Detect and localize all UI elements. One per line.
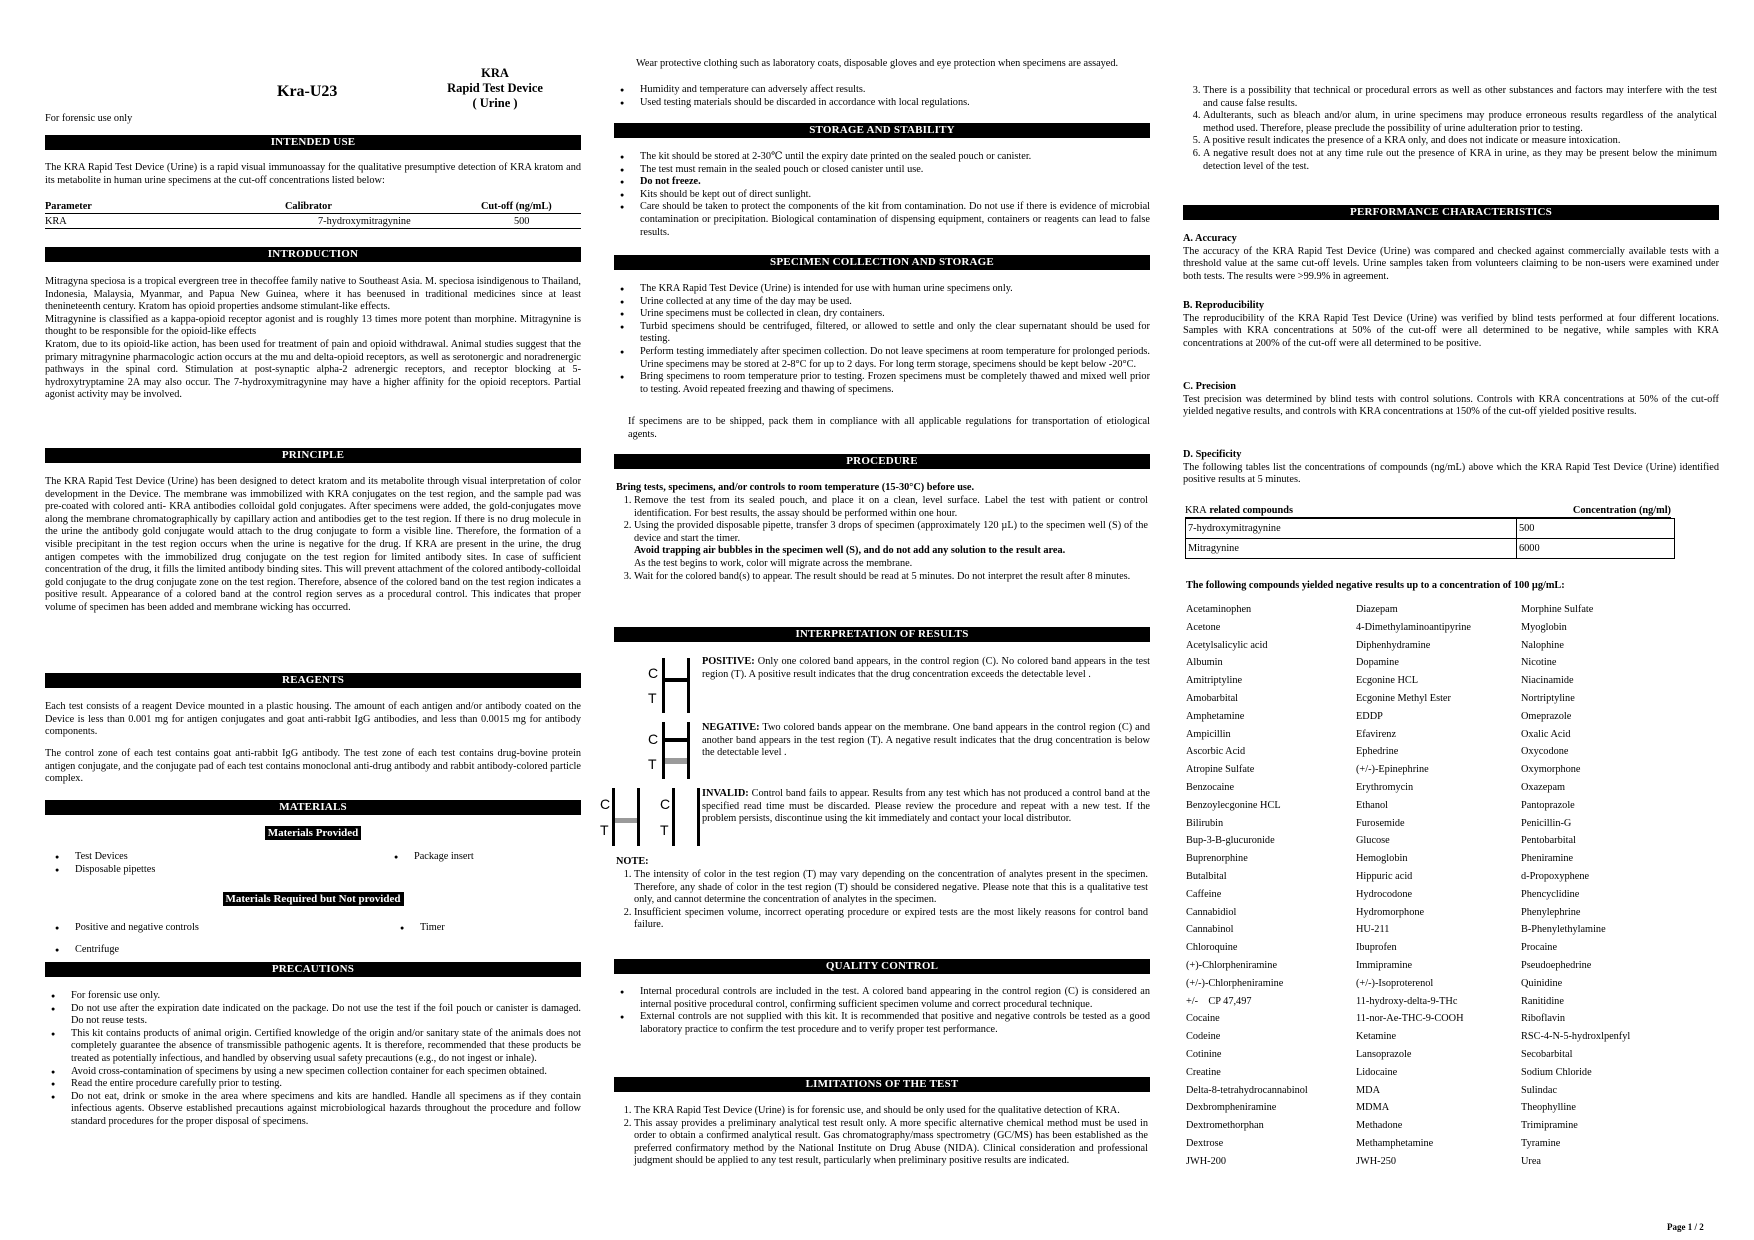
negative-strip-diagram: C T bbox=[634, 716, 694, 786]
cutoff-table bbox=[45, 201, 581, 229]
compound-item: Albumin bbox=[1186, 657, 1223, 669]
compound-item: 4-Dimethylaminoantipyrine bbox=[1356, 621, 1471, 633]
compound-item: Methadone bbox=[1356, 1120, 1403, 1132]
list-item: ● Disposable pipettes bbox=[75, 864, 375, 877]
principle-heading: PRINCIPLE bbox=[45, 448, 581, 463]
compound-item: Pseudoephedrine bbox=[1521, 959, 1592, 971]
negative-compounds-heading: The following compounds yielded negative results up to a concentration of 100 µg/mL: bbox=[1186, 580, 1565, 591]
compound-item: Atropine Sulfate bbox=[1186, 764, 1255, 776]
materials-provided-list-2 bbox=[388, 851, 594, 864]
principle-text: The KRA Rapid Test Device (Urine) has been designed to detect kratom and its metabolite through visual interpretation of color development in the Device. The membrane was immobilized with KRA conjugates on the test region, and the sample pad was pre-coated with colored anti- KRA antibodies colloidal gold conjugates. After specimens were added, the gold-conjugates move along the membrane chromatographically by capillary action and antibodies get to the test region. If there is no drug molecule in the urine the antibody gold conjugate would attach to the drug conjugate to form a visible line. Therefore, the formation of a visible precipitant in the test region occurs when the urine is negative for the drug. If KRA are present in the urine, the drug antigen competes with the immobilized drug conjugate on the test region for limited antibody sites. In case of sufficient concentration of the drug, it fills the limited antibody binding sites. This will prevent attachment of the colored antibody-colloidal gold conjugate to the drug conjugate zone on the test region. Therefore, absence of the colored band on the test region indicates a positive result. Appearance of a colored band at the control region serves as a procedural control. This indicates that proper volume of specimen has been added and membrane wicking has occurred. bbox=[45, 476, 581, 613]
compound-item: Oxymorphone bbox=[1521, 764, 1581, 776]
table-row: Mitragynine 6000 bbox=[1186, 539, 1675, 559]
interpretation-heading: INTERPRETATION OF RESULTS bbox=[614, 627, 1150, 642]
col-cutoff: Cut-off (ng/mL) bbox=[481, 201, 581, 214]
specificity-table bbox=[1185, 518, 1675, 559]
materials-required-list-2 bbox=[394, 917, 600, 939]
compound-item: Glucose bbox=[1356, 835, 1390, 847]
list-item: ● Kits should be kept out of direct sunlight. bbox=[640, 189, 1150, 202]
note-heading: NOTE: bbox=[616, 856, 649, 867]
compound-item: Lansoprazole bbox=[1356, 1048, 1412, 1060]
compound-item: Caffeine bbox=[1186, 888, 1222, 900]
positive-result-text: POSITIVE: Only one colored band appears, in the control region (C). No colored band appears in the test region (T). A positive result indicates that the drug concentration exceeds the detectable level . bbox=[702, 656, 1150, 680]
list-item: ● Centrifuge bbox=[75, 939, 375, 961]
compound-item: Methamphetamine bbox=[1356, 1137, 1434, 1149]
limitations-list-part1 bbox=[616, 1105, 1148, 1168]
list-item: ● Used testing materials should be discarded in accordance with local regulations. bbox=[640, 97, 1150, 110]
list-item: 2. This assay provides a preliminary analytical test result only. A more specific alternative chemical method must be used in order to obtain a confirmed analytical result. Gas chromatography/mass spectrometry (GC/MS) has been established as the preferred confirmatory method by the National Institute on Drug Abuse (NIDA). Clinical consideration and professional judgment should be applied to any test result, particularly when preliminary positive results are indicated. bbox=[634, 1118, 1148, 1168]
compound-item: Erythromycin bbox=[1356, 781, 1414, 793]
compound-item: Cotinine bbox=[1186, 1048, 1222, 1060]
list-item: ● The KRA Rapid Test Device (Urine) is intended for use with human urine specimens only. bbox=[640, 283, 1150, 296]
precision-text: Test precision was determined by blind tests with control solutions. Controls with KRA concentrations at 50% of the cut-off yielded negative results, and controls with KRA concentrations at 150% of the cut-off yielded positive results. bbox=[1183, 393, 1719, 418]
compound-item: Lidocaine bbox=[1356, 1066, 1398, 1078]
list-item: ● Package insert bbox=[414, 851, 594, 864]
compound-item: Oxazepam bbox=[1521, 781, 1566, 793]
compound-item: Ephedrine bbox=[1356, 746, 1399, 758]
compound-item: Amitriptyline bbox=[1186, 675, 1243, 687]
compound-item: Secobarbital bbox=[1521, 1048, 1573, 1060]
compound-item: Acetylsalicylic acid bbox=[1186, 639, 1268, 651]
compound-item: Buprenorphine bbox=[1186, 853, 1248, 865]
compound-item: Morphine Sulfate bbox=[1521, 604, 1594, 615]
compound-item: B-Phenylethylamine bbox=[1521, 924, 1606, 936]
compound-item: Hippuric acid bbox=[1356, 870, 1413, 882]
list-item: ● Care should be taken to protect the components of the kit from contamination. Do not use if there is evidence of microbial contamination or precipitation. Biological contamination of dispensing equipment, containers or reagents can lead to false results. bbox=[640, 201, 1150, 239]
compound-item: Ethanol bbox=[1356, 799, 1389, 811]
list-item: ● Bring specimens to room temperature prior to testing. Frozen specimens must be completely thawed and mixed well prior to testing. Avoid repeated freezing and thawing of specimens. bbox=[640, 371, 1150, 396]
compound-item: Diazepam bbox=[1356, 604, 1398, 615]
list-item: 6. A negative result does not at any time rule out the presence of KRA in urine, as they may be present below the minimum detection level of the test. bbox=[1203, 148, 1717, 173]
compound-item: Efavirenz bbox=[1356, 728, 1397, 740]
quality-control-list bbox=[614, 986, 1150, 1036]
compound-item: (+/-)-Chlorpheniramine bbox=[1186, 977, 1284, 989]
negative-compounds-grid bbox=[1186, 601, 1711, 1171]
list-item: ● Do not eat, drink or smoke in the area where specimens and kits are handled. Handle all specimens as if they contain infectious agents. Observe established precautions against microbiological hazards throughout the procedure and follow standard procedures for the proper disposal of specimens. bbox=[71, 1091, 581, 1129]
compound-item: JWH-200 bbox=[1186, 1155, 1227, 1167]
compound-item: Codeine bbox=[1186, 1031, 1221, 1043]
note-list bbox=[616, 869, 1148, 932]
compound-item: JWH-250 bbox=[1356, 1155, 1397, 1167]
accuracy-title: A. Accuracy bbox=[1183, 233, 1237, 244]
compound-item: EDDP bbox=[1356, 710, 1383, 722]
compound-item: Omeprazole bbox=[1521, 710, 1572, 722]
compound-item: Ampicillin bbox=[1186, 728, 1231, 740]
compound-item: Sulindac bbox=[1521, 1084, 1558, 1096]
list-item: ● The kit should be stored at 2-30℃ until the expiry date printed on the sealed pouch or canister. bbox=[640, 151, 1150, 164]
performance-heading: PERFORMANCE CHARACTERISTICS bbox=[1183, 205, 1719, 220]
compound-item: (+/-)-Isoproterenol bbox=[1356, 977, 1434, 989]
page-number: Page 1 / 2 bbox=[1667, 1222, 1704, 1232]
materials-required-list bbox=[49, 917, 375, 961]
list-item: 1. The intensity of color in the test region (T) may vary depending on the concentration of analytes present in the specimen. Therefore, any shade of color in the test region (T) should be considered negative. Please note that this is a qualitative test only, and cannot determine the concentration of analytes in the specimen. bbox=[634, 869, 1148, 907]
compound-item: MDMA bbox=[1356, 1102, 1390, 1114]
table-row: KRA 7-hydroxymitragynine 500 bbox=[45, 214, 581, 229]
list-item: ● Avoid cross-contamination of specimens by using a new specimen collection container for each specimen obtained. bbox=[71, 1066, 581, 1079]
quality-control-heading: QUALITY CONTROL bbox=[614, 959, 1150, 974]
compound-item: MDA bbox=[1356, 1084, 1381, 1096]
compound-item: Oxycodone bbox=[1521, 746, 1569, 758]
control-band bbox=[665, 738, 687, 742]
compound-item: Nalophine bbox=[1521, 639, 1564, 651]
compound-item: d-Propoxyphene bbox=[1521, 870, 1590, 882]
list-item: ● Internal procedural controls are included in the test. A colored band appearing in the control region (C) is considered an internal positive procedural control, confirming sufficient specimen volume and correct procedural technique. bbox=[640, 986, 1150, 1011]
col-calibrator: Calibrator bbox=[285, 201, 481, 214]
compound-item: Pentobarbital bbox=[1521, 835, 1576, 847]
compound-item: HU-211 bbox=[1356, 924, 1390, 936]
storage-heading: STORAGE AND STABILITY bbox=[614, 123, 1150, 138]
compound-item: Myoglobin bbox=[1521, 621, 1567, 633]
list-item: ● Humidity and temperature can adversely affect results. bbox=[640, 84, 1150, 97]
forensic-note: For forensic use only bbox=[45, 113, 133, 124]
introduction-heading: INTRODUCTION bbox=[45, 247, 581, 262]
specimen-shipping-text: If specimens are to be shipped, pack them in compliance with all applicable regulations for transportation of etiological agents. bbox=[628, 416, 1150, 440]
compound-item: Procaine bbox=[1521, 942, 1558, 954]
specificity-section bbox=[1183, 449, 1719, 487]
compound-item: Theophylline bbox=[1521, 1102, 1576, 1114]
compound-item: Phenylephrine bbox=[1521, 906, 1581, 918]
precautions-continued-list bbox=[614, 84, 1150, 109]
control-band bbox=[665, 678, 687, 682]
specimen-heading: SPECIMEN COLLECTION AND STORAGE bbox=[614, 255, 1150, 270]
compound-item: Dexbrompheniramine bbox=[1186, 1102, 1277, 1114]
compound-item: Chloroquine bbox=[1186, 942, 1238, 954]
materials-provided-list bbox=[49, 851, 375, 876]
list-item: ● For forensic use only. bbox=[71, 990, 581, 1003]
compound-item: Cocaine bbox=[1186, 1013, 1220, 1025]
list-item: ● Positive and negative controls bbox=[75, 917, 375, 939]
accuracy-text: The accuracy of the KRA Rapid Test Device (Urine) was compared and checked against commercially available tests with a threshold value at the same cut-off levels. Urine samples taken from volunteers claiming to be non-users were examined under both tests. The results were >99.9% in agreement. bbox=[1183, 245, 1719, 282]
storage-list bbox=[614, 151, 1150, 239]
compound-item: Niacinamide bbox=[1521, 675, 1574, 687]
reagents-paragraph: The control zone of each test contains goat anti-rabbit IgG antibody. The test zone of each test contains drug-bovine protein antigen conjugate, and the conjugate pad of each test contains monoclonal anti-drug antibody and rabbit antibody-colored particle complex. bbox=[45, 748, 581, 785]
compound-item: Oxalic Acid bbox=[1521, 728, 1571, 740]
list-item: ● Do not use after the expiration date indicated on the package. Do not use the test if the foil pouch or canister is damaged. Do not reuse tests. bbox=[71, 1003, 581, 1028]
table-row: 7-hydroxymitragynine 500 bbox=[1186, 519, 1675, 539]
compound-item: Phencyclidine bbox=[1521, 888, 1580, 900]
reagents-heading: REAGENTS bbox=[45, 673, 581, 688]
list-item: ● The test must remain in the sealed pouch or closed canister until use. bbox=[640, 164, 1150, 177]
compound-item: Dopamine bbox=[1356, 657, 1399, 669]
compound-item: Trimipramine bbox=[1521, 1120, 1578, 1132]
compound-item: Amobarbital bbox=[1186, 692, 1239, 704]
col-parameter: Parameter bbox=[45, 201, 285, 214]
positive-strip-diagram: C T bbox=[634, 650, 694, 720]
compound-item: Dextrose bbox=[1186, 1137, 1224, 1149]
compound-item: (+/-)-Epinephrine bbox=[1356, 764, 1429, 776]
compound-item: Acetone bbox=[1186, 621, 1221, 633]
list-item: 5. A positive result indicates the presence of a KRA only, and does not indicate or measure intoxication. bbox=[1203, 135, 1717, 148]
list-item: 2. Using the provided disposable pipette, transfer 3 drops of specimen (approximately 120 µL) to the specimen well (S) of the device and start the timer. Avoid trapping air bubbles in the specimen well (S), and do not add any solution to the result area. As the test begins to work, color will migrate across the membrane. bbox=[634, 520, 1148, 570]
test-band bbox=[615, 818, 637, 823]
compound-item: Sodium Chloride bbox=[1521, 1066, 1592, 1078]
materials-heading: MATERIALS bbox=[45, 800, 581, 815]
compound-item: Nicotine bbox=[1521, 657, 1557, 669]
intro-paragraph: Mitragyna speciosa is a tropical evergreen tree in thecoffee family native to Southeast Asia. M. speciosa isindigenous to Thailand, Indonesia, Malaysia, Myanmar, and Papua New Guinea, where it has beenused in traditional medicines since at least thenineteenth century. Kratom has opioid properties andsome stimulant-like effects. bbox=[45, 276, 581, 313]
precautions-continued: Wear protective clothing such as laboratory coats, disposable gloves and eye protection when specimens are assayed. bbox=[636, 58, 1119, 69]
list-item: ● Test Devices bbox=[75, 851, 375, 864]
compound-item: Ecgonine HCL bbox=[1356, 675, 1419, 687]
compound-item: Bup-3-B-glucuronide bbox=[1186, 835, 1275, 847]
reproducibility-section bbox=[1183, 300, 1719, 350]
intended-use-text: The KRA Rapid Test Device (Urine) is a rapid visual immunoassay for the qualitative presumptive detection of KRA kratom and its metabolite in human urine specimens at the cut-off concentrations listed below: bbox=[45, 162, 581, 186]
compound-item: Penicillin-G bbox=[1521, 817, 1572, 829]
precision-section bbox=[1183, 381, 1719, 419]
compound-item: 11-nor-Ae-THC-9-COOH bbox=[1356, 1013, 1464, 1025]
test-band bbox=[665, 758, 687, 764]
compound-item: +/- CP 47,497 bbox=[1186, 995, 1252, 1007]
compound-item: Amphetamine bbox=[1186, 710, 1245, 722]
reagents-paragraph: Each test consists of a reagent Device mounted in a plastic housing. The amount of each antigen and/or antibody coated on the Device is less than 0.001 mg for antigen conjugates and goat anti-rabbit IgG antibodies, and less than 0.0015 mg for antibody components. bbox=[45, 701, 581, 738]
list-item: 1. Remove the test from its sealed pouch, and place it on a clean, level surface. Label the test with patient or control identification. For best results, the assay should be performed within one hour. bbox=[634, 495, 1148, 520]
specimen-list bbox=[614, 283, 1150, 396]
precision-title: C. Precision bbox=[1183, 381, 1237, 392]
compound-item: Ascorbic Acid bbox=[1186, 746, 1246, 758]
compound-item: Creatine bbox=[1186, 1066, 1221, 1078]
list-item: ● Urine specimens must be collected in clean, dry containers. bbox=[640, 308, 1150, 321]
materials-provided-heading: Materials Provided bbox=[265, 826, 362, 840]
precautions-list bbox=[45, 990, 581, 1129]
reproducibility-text: The reproducibility of the KRA Rapid Test Device (Urine) was verified by blind tests performed at four different locations. Samples with KRA concentrations at 50% of the cut-off were all determined to be negative, while samples with KRA concentrations at 200% of the cut-off were all determined to be positive. bbox=[1183, 312, 1719, 349]
list-item: ● Read the entire procedure carefully prior to testing. bbox=[71, 1078, 581, 1091]
invalid-result-text: INVALID: Control band fails to appear. Results from any test which has not produced a control band at the specified read time must be discarded. Please review the procedure and repeat with a new test. If the problem persists, discontinue using the kit immediately and contact your local distributor. bbox=[702, 788, 1151, 825]
compound-item: Cannabinol bbox=[1186, 924, 1234, 936]
compound-item: Nortriptyline bbox=[1521, 692, 1575, 704]
specificity-text: The following tables list the concentrations of compounds (ng/mL) above which the KRA Rapid Test Device (Urine) identified positive results at 5 minutes. bbox=[1183, 461, 1719, 486]
compound-item: Tyramine bbox=[1521, 1137, 1561, 1149]
compound-item: Cannabidiol bbox=[1186, 906, 1237, 918]
introduction-body bbox=[45, 276, 581, 402]
compound-item: (+)-Chlorpheniramine bbox=[1186, 959, 1278, 971]
specificity-title: D. Specificity bbox=[1183, 449, 1242, 460]
list-item: 3. Wait for the colored band(s) to appear. The result should be read at 5 minutes. Do not interpret the result after 8 minutes. bbox=[634, 571, 1148, 584]
list-item: ● Turbid specimens should be centrifuged, filtered, or allowed to settle and only the clear supernatant should be used for testing. bbox=[640, 321, 1150, 346]
list-item: ● Perform testing immediately after specimen collection. Do not leave specimens at room temperature for prolonged periods. Urine specimens may be stored at 2-8°C for up to 2 days. For long term storage, specimens should be kept below -20°C. bbox=[640, 346, 1150, 371]
compound-item: Hemoglobin bbox=[1356, 853, 1408, 865]
compound-item: 11-hydroxy-delta-9-THc bbox=[1356, 995, 1458, 1007]
procedure-intro: Bring tests, specimens, and/or controls to room temperature (15-30°C) before use. bbox=[616, 482, 975, 493]
compound-item: Ecgonine Methyl Ester bbox=[1356, 692, 1451, 704]
list-item: ● Timer bbox=[420, 917, 600, 939]
reproducibility-title: B. Reproducibility bbox=[1183, 300, 1265, 311]
list-item: ● Do not freeze. bbox=[640, 176, 1150, 189]
compound-item: Dextromethorphan bbox=[1186, 1120, 1264, 1132]
compound-item: RSC-4-N-5-hydroxlpenfyl bbox=[1521, 1031, 1631, 1043]
intro-paragraph: Mitragynine is classified as a kappa-opioid receptor agonist and is roughly 13 times more potent than morphine. Mitragynine is thought to be responsible for the opioid-like effects bbox=[45, 313, 581, 338]
compound-item: Bilirubin bbox=[1186, 817, 1224, 829]
list-item: ● External controls are not supplied with this kit. It is recommended that positive and negative controls be tested as a good laboratory practice to confirm the test procedure and to verify proper test performance. bbox=[640, 1011, 1150, 1036]
compound-item: Delta-8-tetrahydrocannabinol bbox=[1186, 1084, 1308, 1096]
compound-item: Riboflavin bbox=[1521, 1013, 1566, 1025]
invalid-strip-diagram: C T C T bbox=[600, 780, 700, 850]
materials-required-heading: Materials Required but Not provided bbox=[223, 892, 404, 906]
compound-item: Acetaminophen bbox=[1186, 604, 1252, 615]
intro-paragraph: Kratom, due to its opioid-like action, has been used for treatment of pain and opioid withdrawal. Animal studies suggest that the primary mitragynine pharmacologic action occurs at the mu and delta-opioid receptors, as well as serotonergic and noradrenergic pathways in the spinal cord. Stimulation at post-synaptic alpha-2 adrenergic receptors, and receptor blocking at 5-hydroxytryptamine 2A may also occur. The 7-hydroxymitragynine may have a higher affinity for the opioid receptors. Partial agonist activity may be involved. bbox=[45, 338, 581, 401]
compound-item: Ranitidine bbox=[1521, 995, 1564, 1007]
compound-item: Ibuprofen bbox=[1356, 942, 1397, 954]
compound-item: Diphenhydramine bbox=[1356, 639, 1431, 651]
procedure-heading: PROCEDURE bbox=[614, 454, 1150, 469]
list-item: ● This kit contains products of animal origin. Certified knowledge of the origin and/or sanitary state of the animals does not completely guarantee the absence of transmissible pathogenic agents. It is therefore, recommended that these products be treated as potentially infectious, and handled by observing usual safety precautions (e.g., do not ingest or inhale). bbox=[71, 1028, 581, 1066]
limitations-list-part2 bbox=[1185, 85, 1717, 173]
limitations-heading: LIMITATIONS OF THE TEST bbox=[614, 1077, 1150, 1092]
compound-item: Butalbital bbox=[1186, 870, 1227, 882]
compound-item: Hydrocodone bbox=[1356, 888, 1413, 900]
compound-item: Hydromorphone bbox=[1356, 906, 1425, 918]
document-title: KRA Rapid Test Device ( Urine ) bbox=[447, 66, 543, 110]
compound-item: Pheniramine bbox=[1521, 853, 1574, 865]
compound-item: Pantoprazole bbox=[1521, 799, 1575, 811]
product-code: Kra-U23 bbox=[277, 83, 338, 100]
compound-item: Ketamine bbox=[1356, 1031, 1397, 1043]
compound-item: Benzoylecgonine HCL bbox=[1186, 799, 1281, 811]
precautions-heading: PRECAUTIONS bbox=[45, 962, 581, 977]
specificity-table-header: KRA related compounds Concentration (ng/ml) bbox=[1185, 505, 1671, 516]
compound-item: Benzocaine bbox=[1186, 781, 1235, 793]
compound-item: Quinidine bbox=[1521, 977, 1563, 989]
negative-result-text: NEGATIVE: Two colored bands appear on the membrane. One band appears in the control region (C) and another band appears in the test region (T). A negative result indicates that the drug concentration is below the detectable level . bbox=[702, 722, 1150, 759]
list-item: 3. There is a possibility that technical or procedural errors as well as other substances and factors may interfere with the test and cause false results. bbox=[1203, 85, 1717, 110]
accuracy-section bbox=[1183, 233, 1719, 283]
list-item: 1. The KRA Rapid Test Device (Urine) is for forensic use, and should be only used for the qualitative detection of KRA. bbox=[634, 1105, 1148, 1118]
list-item: 2. Insufficient specimen volume, incorrect operating procedure or expired tests are the most likely reasons for control band failure. bbox=[634, 907, 1148, 932]
intended-use-heading: INTENDED USE bbox=[45, 135, 581, 150]
compound-item: Furosemide bbox=[1356, 817, 1405, 829]
procedure-steps bbox=[616, 495, 1148, 583]
compound-item: Immipramine bbox=[1356, 959, 1413, 971]
list-item: 4. Adulterants, such as bleach and/or alum, in urine specimens may produce erroneous results regardless of the analytical method used. Therefore, please preclude the possibility of urine adulteration prior to testing. bbox=[1203, 110, 1717, 135]
compound-item: Urea bbox=[1521, 1155, 1542, 1167]
list-item: ● Urine collected at any time of the day may be used. bbox=[640, 296, 1150, 309]
